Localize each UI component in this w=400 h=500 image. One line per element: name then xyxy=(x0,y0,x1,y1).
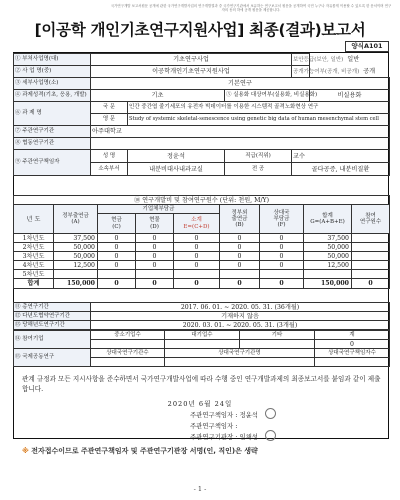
budget-cell-staff xyxy=(352,261,390,270)
value-ministry-program: 기초연구사업 xyxy=(91,54,292,66)
label-current-period: ⑬ 당해년도연구기간 xyxy=(14,321,91,330)
col-cash: 현금 (C) xyxy=(98,214,136,234)
seal-icon xyxy=(265,408,276,419)
label-principal-investigator: ⑨ 주관연구책임자 xyxy=(14,150,91,176)
sum-staff: 0 xyxy=(352,279,390,289)
budget-row xyxy=(14,243,390,252)
budget-cell-gov: 50,000 xyxy=(54,243,98,252)
label-disclosure: 공개가능여부(공개, 비공개) xyxy=(293,68,360,75)
sum-total: 150,000 xyxy=(304,279,352,289)
value-title-korean: 인간 중간엽 줄기세포의 유전자 빅데이터를 이용한 시스템적 골격노화현상 연구 xyxy=(128,102,390,114)
value-lead-institution: 아주대학교 xyxy=(91,126,390,138)
value-coop-institution xyxy=(91,138,390,150)
budget-cell-gov: 50,000 xyxy=(54,252,98,261)
budget-cell-staff xyxy=(352,270,390,279)
signature-head: 주관연구기관장 : 임채성 xyxy=(190,433,258,441)
head-name: 임채성 xyxy=(239,433,258,441)
budget-cell-cash xyxy=(98,270,136,279)
budget-cell-staff xyxy=(352,243,390,252)
value-total-period: 2017. 06. 01. ~ 2020. 05. 31. (36개월) xyxy=(91,303,390,312)
budget-cell-inkind: 0 xyxy=(136,252,174,261)
label-coop-institution: ⑧ 협동연구기관 xyxy=(14,138,91,150)
budget-cell-gov: 37,500 xyxy=(54,234,98,243)
budget-cell-gov xyxy=(54,270,98,279)
form-number-badge: 양식A101 xyxy=(345,41,389,52)
page-title: [이공학 개인기초연구지원사업] 최종(결과)보고서 xyxy=(34,21,366,39)
sum-year: 합계 xyxy=(14,279,54,289)
budget-cell-inkind xyxy=(136,270,174,279)
col-corp-fund: 기업체부담금 xyxy=(98,205,220,214)
budget-cell-local: 0 xyxy=(260,243,304,252)
col-other-fund: 정부외 출연금 (B) xyxy=(220,205,260,234)
value-pi-major: 골다공증, 내분비질환 xyxy=(292,163,390,176)
label-program-name: ② 사 업 명(중) xyxy=(14,66,91,78)
budget-cell-other xyxy=(220,270,260,279)
budget-cell-year: 5차년도 xyxy=(14,270,54,279)
label-title-korean: 국 문 xyxy=(91,102,128,114)
col-gov-fund: 정부출연금 (A) xyxy=(54,205,98,234)
budget-cell-total: 50,000 xyxy=(304,252,352,261)
signature-coop: 주관연구책임자 : xyxy=(190,422,238,430)
budget-cell-inkind: 0 xyxy=(136,261,174,270)
col-intl-pi-count: 상대국연구책임자수 xyxy=(315,349,390,358)
budget-cell-cash: 0 xyxy=(98,243,136,252)
col-company-total: 계 xyxy=(315,331,390,340)
sum-other: 0 xyxy=(220,279,260,289)
budget-cell-sub: 0 xyxy=(174,252,220,261)
col-intl-inst-name: 상대국연구기관명 xyxy=(165,349,315,358)
sum-inkind: 0 xyxy=(136,279,174,289)
budget-cell-other: 0 xyxy=(220,234,260,243)
budget-cell-other: 0 xyxy=(220,252,260,261)
label-pi-department: 소속부서 xyxy=(91,163,128,176)
sum-cash: 0 xyxy=(98,279,136,289)
value-sub-program: 기본연구 xyxy=(91,78,390,90)
budget-cell-staff xyxy=(352,234,390,243)
budget-cell-staff xyxy=(352,252,390,261)
row-project-type xyxy=(14,90,390,102)
budget-cell-cash: 0 xyxy=(98,234,136,243)
budget-cell-local: 0 xyxy=(260,234,304,243)
budget-cell-total xyxy=(304,270,352,279)
signature-leader: 주관연구책임자 : 정윤석 xyxy=(190,411,258,419)
footnote: ※ 전자접수이므로 주관연구책임자 및 주관연구기관장 서명(인, 직인)은 생략 xyxy=(22,447,258,455)
value-intl-pi-count xyxy=(315,358,390,367)
budget-cell-cash: 0 xyxy=(98,261,136,270)
budget-cell-year: 1차년도 xyxy=(14,234,54,243)
budget-cell-sub: 0 xyxy=(174,261,220,270)
label-pi-major: 전 공 xyxy=(225,163,292,176)
budget-cell-local: 0 xyxy=(260,252,304,261)
label-lead-institution: ⑦ 주관연구기관 xyxy=(14,126,91,138)
row-ministry-program xyxy=(14,54,390,66)
value-large-count xyxy=(165,340,240,349)
col-local-fund: 상대국 부담금 (F) xyxy=(260,205,304,234)
col-intl-inst-count: 상대국연구기관수 xyxy=(91,349,165,358)
label-total-period: ⑪ 총연구기간 xyxy=(14,303,91,312)
budget-cell-inkind: 0 xyxy=(136,243,174,252)
budget-cell-sub: 0 xyxy=(174,243,220,252)
budget-cell-total: 37,500 xyxy=(304,234,352,243)
basic-info-table xyxy=(13,53,390,176)
budget-cell-total: 12,500 xyxy=(304,261,352,270)
value-multi-year-period: 기재하지 않음 xyxy=(91,312,390,321)
sum-local: 0 xyxy=(260,279,304,289)
col-total: 합계 G=(A+B+E) xyxy=(304,205,352,234)
label-sub-program: ③ 세부사업명(소) xyxy=(14,78,91,90)
label-multi-year-period: ⑫ 다년도협약연구기간 xyxy=(14,312,91,321)
value-intl-inst-name xyxy=(165,358,315,367)
leader-name: 정윤석 xyxy=(239,411,258,419)
budget-cell-inkind: 0 xyxy=(136,234,174,243)
value-program-name: 이공학개인기초연구지원사업 xyxy=(91,66,292,78)
submission-date: 2020년 6월 24일 xyxy=(167,400,233,408)
label-commercialization: ⑤ 실용화 대상여부(실용화, 비실용화) xyxy=(225,90,310,102)
value-pi-position: 교수 xyxy=(292,150,390,163)
col-large-count: 대기업수 xyxy=(165,331,240,340)
row-program-name xyxy=(14,66,390,78)
row-pi-name xyxy=(14,150,390,163)
value-intl-inst-count xyxy=(91,358,165,367)
value-pi-name: 정윤석 xyxy=(128,150,225,163)
col-inkind: 현물 (D) xyxy=(136,214,174,234)
budget-cell-other: 0 xyxy=(220,243,260,252)
budget-row xyxy=(14,252,390,261)
budget-cell-other: 0 xyxy=(220,261,260,270)
disclosure-notice: 국가연구개발 보고서원문 공개에 관한 국가연구개발사업의 연구개발결과 중 국가연구기관에서 보유하는 연구보고서 원문을 공개하여 국민 누구나 자유롭게 이용할 수 있도록 한 문서이며 연구자의 동의 하에 공개 원문을 제공합니다. xyxy=(110,4,392,13)
label-ministry-program: ① 부처사업명(대) xyxy=(14,54,91,66)
row-sub-program xyxy=(14,78,390,90)
value-title-english: Study of systemic skeletal-senescence using genetic big data of human mesenchymal stem cell xyxy=(128,114,390,126)
label-title-english: 영 문 xyxy=(91,114,128,126)
col-year: 년 도 xyxy=(14,205,54,234)
budget-row xyxy=(14,270,390,279)
budget-cell-sub xyxy=(174,270,220,279)
label-pi-position: 직급(직위) xyxy=(225,150,292,163)
value-commercialization: 비실용화 xyxy=(310,90,390,102)
budget-cell-total: 50,000 xyxy=(304,243,352,252)
budget-cell-gov: 12,500 xyxy=(54,261,98,270)
label-pi-name: 성 명 xyxy=(91,150,128,163)
row-coop-institution xyxy=(14,138,390,150)
budget-header: ⑩ 연구개발비 및 참여연구원수 (단위: 천원, M/Y) xyxy=(14,196,390,205)
budget-row xyxy=(14,261,390,270)
row-project-title-ko xyxy=(14,102,390,114)
value-company-total: 0 xyxy=(315,340,390,349)
period-table xyxy=(13,302,390,330)
seal-icon xyxy=(265,430,276,441)
value-project-type: 기초 xyxy=(91,90,225,102)
value-disclosure: 공개 xyxy=(363,67,376,75)
budget-cell-sub: 0 xyxy=(174,234,220,243)
budget-table xyxy=(13,195,390,289)
submission-statement: 관계 규정과 모든 지시사항을 준수하면서 국가연구개발사업에 따라 수행 중인 연구개발과제의 최종보고서를 붙임과 같이 제출 합니다. xyxy=(22,375,381,393)
label-security-level: 보안등급(보안, 일반) xyxy=(293,56,344,63)
budget-row xyxy=(14,234,390,243)
value-pi-department: 내분비대사내과교실 xyxy=(128,163,225,176)
budget-cell-local: 0 xyxy=(260,261,304,270)
sum-sub: 0 xyxy=(174,279,220,289)
value-sme-count xyxy=(91,340,165,349)
value-other-count xyxy=(240,340,315,349)
label-participating-companies: ⑭ 참여기업 xyxy=(14,331,91,349)
col-sme-count: 중소기업수 xyxy=(91,331,165,340)
col-staff: 참여 연구원수 xyxy=(352,205,390,234)
value-security-level: 일반 xyxy=(347,55,360,63)
budget-cell-year: 3차년도 xyxy=(14,252,54,261)
row-lead-institution xyxy=(14,126,390,138)
budget-sum-row xyxy=(14,279,390,289)
budget-cell-year: 4차년도 xyxy=(14,261,54,270)
col-other-count: 기타 xyxy=(240,331,315,340)
budget-cell-year: 2차년도 xyxy=(14,243,54,252)
page-number: - 1 - xyxy=(193,485,207,493)
budget-cell-local xyxy=(260,270,304,279)
sum-gov: 150,000 xyxy=(54,279,98,289)
label-project-type: ④ 과제성격(기초, 응용, 개발) xyxy=(14,90,91,102)
budget-cell-cash: 0 xyxy=(98,252,136,261)
value-current-period: 2020. 03. 01. ~ 2020. 05. 31. (3개월) xyxy=(91,321,390,330)
label-intl-research: ⑮ 국제공동연구 xyxy=(14,349,91,367)
companies-table xyxy=(13,330,390,367)
asterisk-icon: ※ xyxy=(22,447,29,455)
label-project-title: ⑥ 과 제 명 xyxy=(14,102,91,126)
col-subtotal: 소계 E=(C+D) xyxy=(174,214,220,234)
